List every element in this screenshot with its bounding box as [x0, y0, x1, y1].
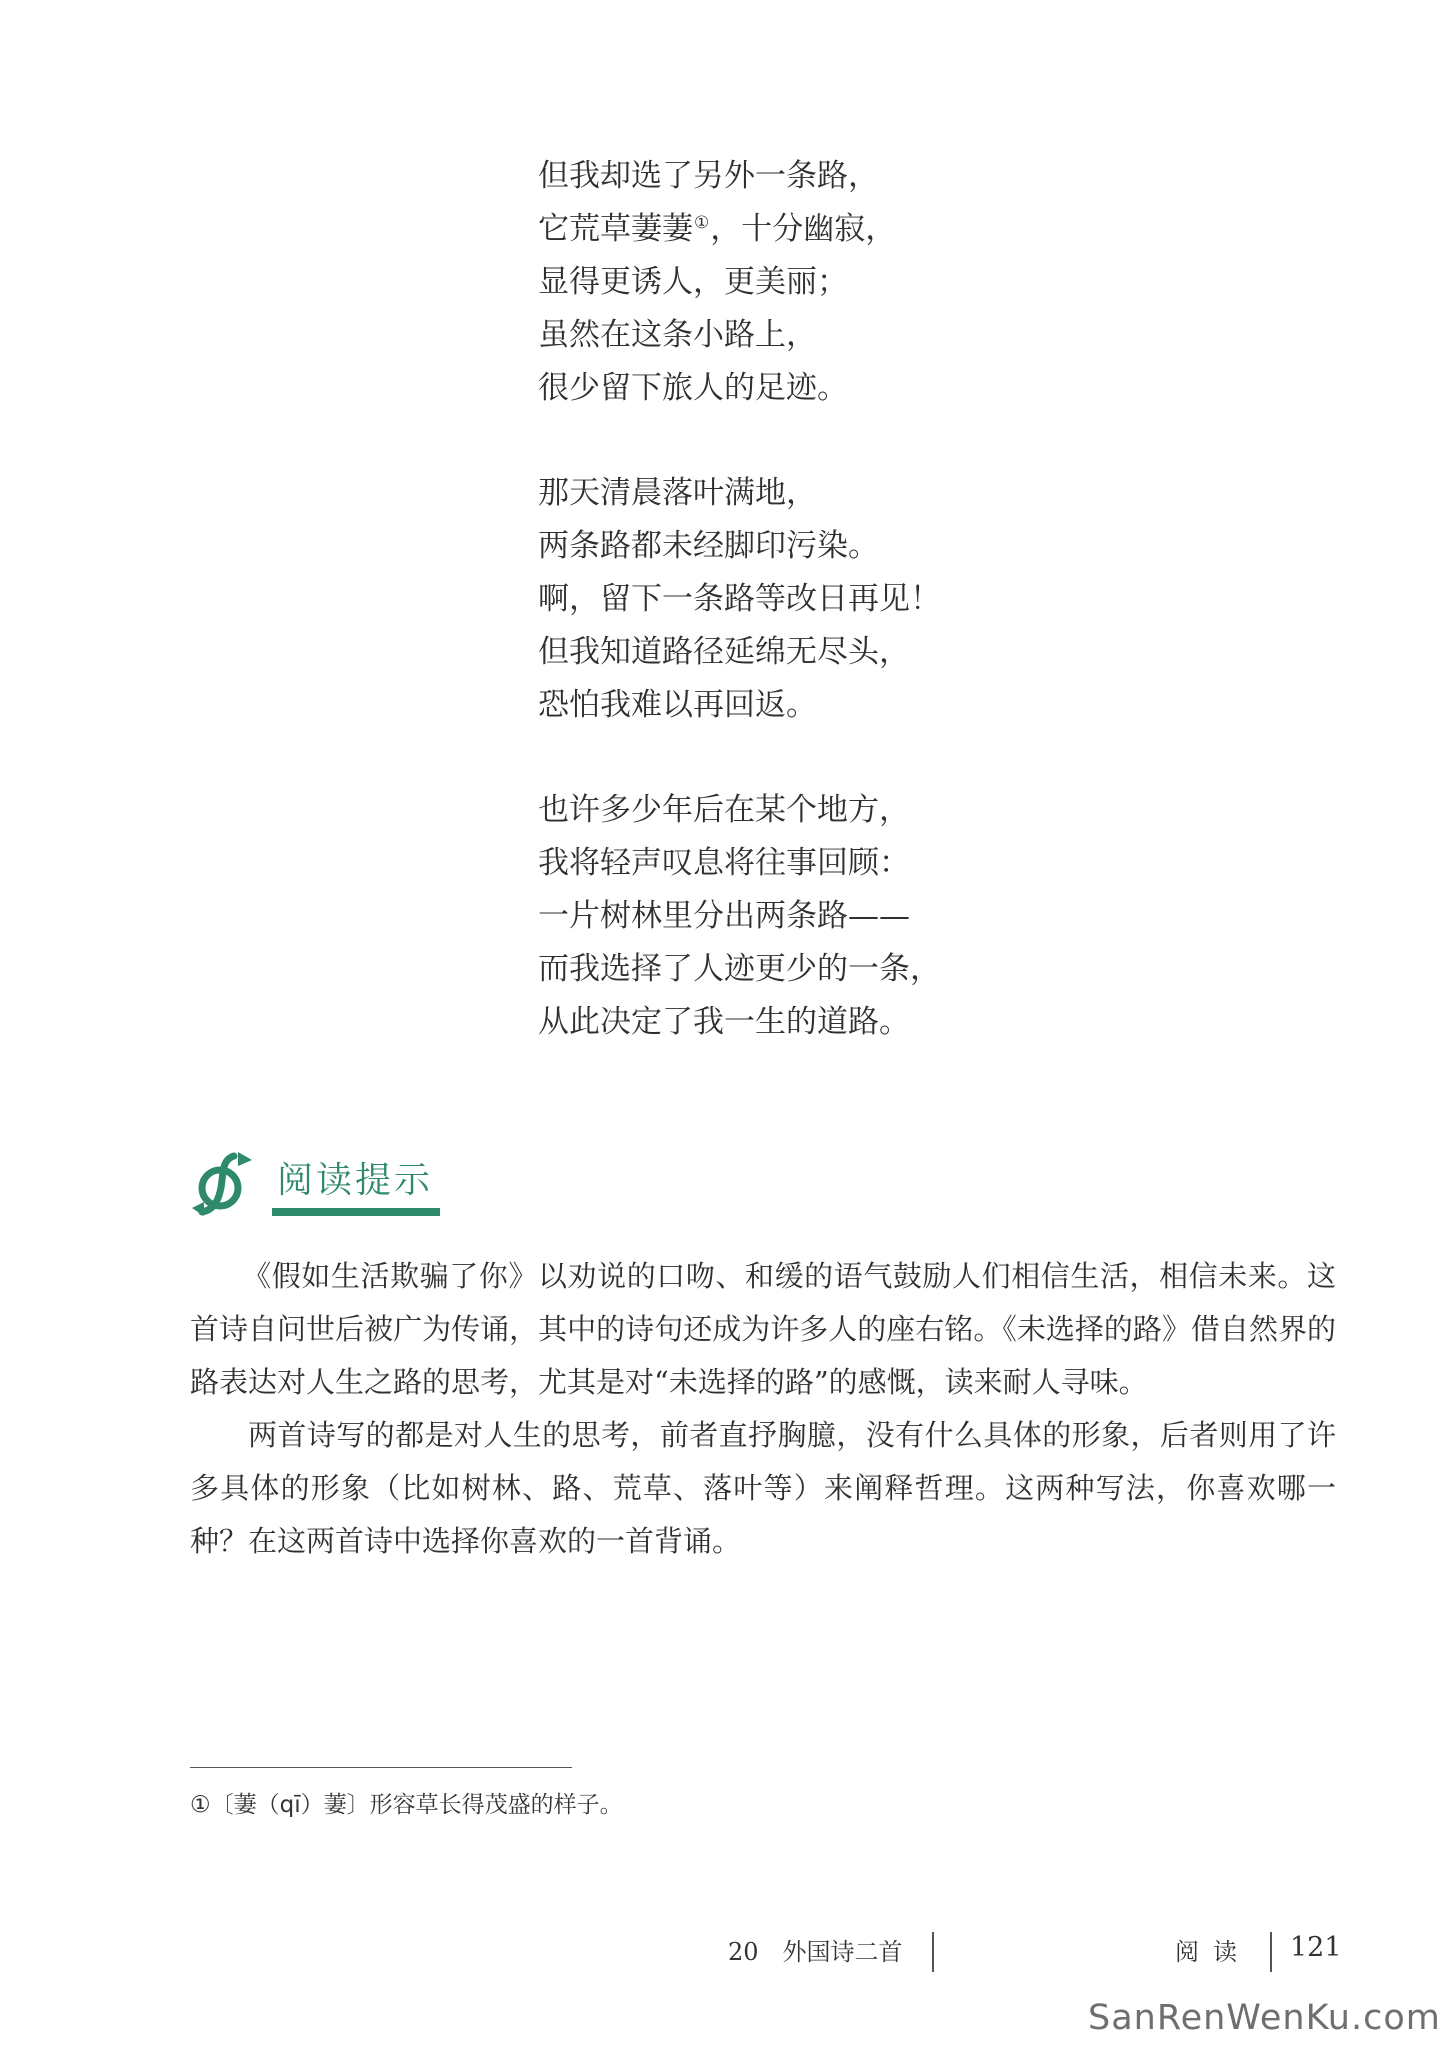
poem-line: 也许多少年后在某个地方，: [538, 792, 910, 828]
poem-line: 但我知道路径延绵无尽头，: [538, 634, 910, 670]
poem-line: 虽然在这条小路上，: [538, 317, 817, 353]
poem-line-part: ，十分幽寂，: [710, 211, 897, 247]
poem-line: 我将轻声叹息将往事回顾：: [538, 845, 910, 881]
poem-line: 一片树林里分出两条路——: [538, 898, 910, 934]
reading-hint-body: [190, 1250, 1336, 1568]
poem-line: 很少留下旅人的足迹。: [538, 370, 848, 406]
footnote-marker[interactable]: ①: [694, 212, 710, 233]
poem-line: 那天清晨落叶满地，: [538, 475, 817, 511]
poem-line-part: 它荒草萋萋: [538, 211, 693, 247]
footnote: ①〔萋（qī）萋〕形容草长得茂盛的样子。: [190, 1792, 623, 1818]
reading-hint-header: [190, 1142, 450, 1218]
footer-section-name: 阅读: [1175, 1938, 1251, 1966]
footer-divider: [932, 1932, 934, 1972]
poem-stanza-2: [538, 467, 1238, 732]
poem: [538, 150, 1238, 1101]
poem-line: 但我却选了另外一条路，: [538, 158, 879, 194]
footer-divider: [1270, 1932, 1272, 1972]
poem-line: [538, 203, 1238, 256]
hint-paragraph: 两首诗写的都是对人生的思考，前者直抒胸臆，没有什么具体的形象，后者则用了许多具体的形象（比如树林、路、荒草、落叶等）来阐释哲理。这两种写法，你喜欢哪一种？在这两首诗中选择你喜欢的一首背诵。: [190, 1418, 1336, 1558]
poem-line: 显得更诱人，更美丽；: [538, 264, 848, 300]
footer-lesson-title: 20 外国诗二首: [728, 1938, 903, 1966]
reading-hint-title: 阅读提示: [277, 1160, 434, 1201]
poem-line: 恐怕我难以再回返。: [538, 687, 817, 723]
poem-line: 而我选择了人迹更少的一条，: [538, 951, 941, 987]
watermark: SanRenWenKu.com: [1088, 1998, 1441, 2038]
poem-line: 两条路都未经脚印污染。: [538, 528, 879, 564]
page-number: 121: [1290, 1932, 1342, 1963]
poem-stanza-3: [538, 784, 1238, 1049]
poem-line: 啊，留下一条路等改日再见！: [538, 581, 941, 617]
poem-line: 从此决定了我一生的道路。: [538, 1004, 910, 1040]
title-underline: [272, 1208, 440, 1216]
hint-paragraph: 《假如生活欺骗了你》以劝说的口吻、和缓的语气鼓励人们相信生活，相信未来。这首诗自问世后被广为传诵，其中的诗句还成为许多人的座右铭。《未选择的路》借自然界的路表达对人生之路的思考，尤其是对“未选择的路”的感慨，读来耐人寻味。: [190, 1259, 1336, 1399]
reading-hint-icon: [190, 1150, 258, 1218]
footnote-divider: [190, 1767, 572, 1768]
poem-stanza-1: [538, 150, 1238, 415]
